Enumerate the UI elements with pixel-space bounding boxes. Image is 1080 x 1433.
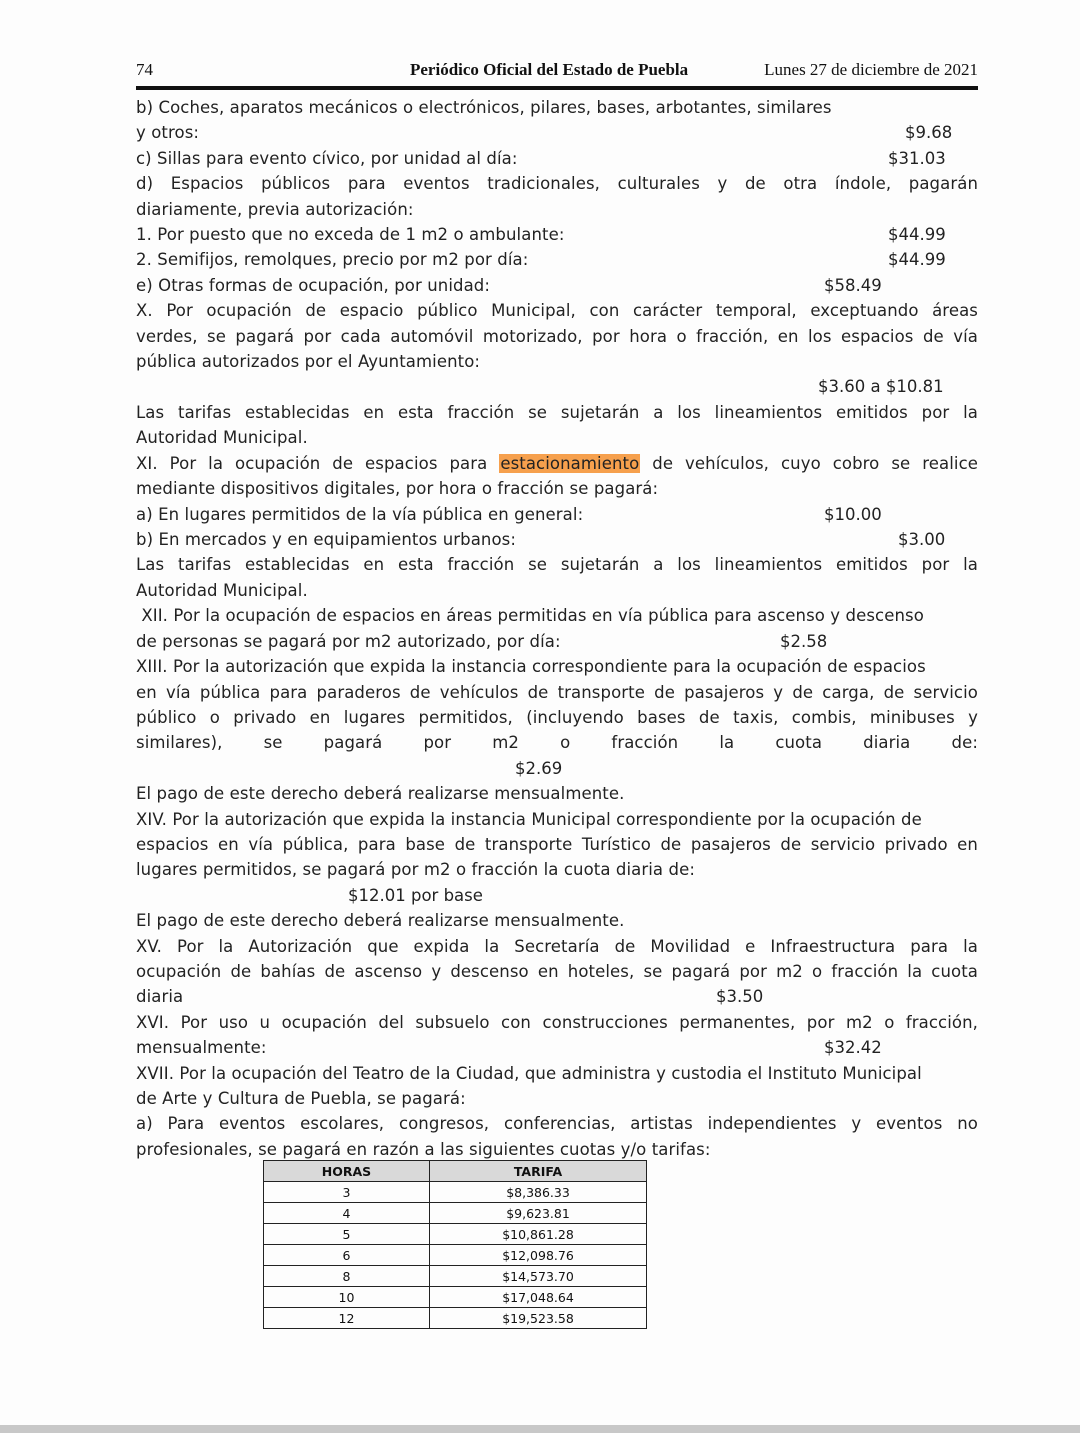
text-line: ocupación de bahías de ascenso y descenso en hoteles, se pagará por m2 o fracción la cuota [136,962,978,981]
amount: $3.00 [898,530,946,549]
text-line: d) Espacios públicos para eventos tradicionales, culturales y de otra índole, pagarán [136,174,978,193]
text-line: Las tarifas establecidas en esta fracción se sujetarán a los lineamientos emitidos por la [136,403,978,422]
hours-cell: 5 [264,1224,430,1245]
text-fragment: de vehículos, cuyo cobro se realice [640,454,978,473]
text-line: diariamente, previa autorización: [136,200,414,219]
viewer-bottom-edge [0,1425,1080,1433]
text-line: 2. Semifijos, remolques, precio por m2 por día: [136,250,529,269]
text-line: profesionales, se pagará en razón a las siguientes cuotas y/o tarifas: [136,1140,711,1159]
text-line: a) En lugares permitidos de la vía pública en general: [136,505,584,524]
table-row [264,1308,647,1329]
amount: $2.69 [515,759,563,778]
publication-date: Lunes 27 de diciembre de 2021 [764,60,978,79]
text-line: Las tarifas establecidas en esta fracción se sujetarán a los lineamientos emitidos por la [136,555,978,574]
text-line: a) Para eventos escolares, congresos, conferencias, artistas independientes y eventos no [136,1114,978,1133]
text-line: c) Sillas para evento cívico, por unidad al día: [136,149,518,168]
tariff-cell: $17,048.64 [430,1287,647,1308]
text-line [136,451,978,476]
table-row [264,1245,647,1266]
text-line: de personas se pagará por m2 autorizado, por día: [136,632,561,651]
text-line: XV. Por la Autorización que expida la Secretaría de Movilidad e Infraestructura para la [136,937,978,956]
page-number: 74 [136,60,153,79]
table-row [264,1203,647,1224]
amount: $2.58 [780,632,828,651]
hours-cell: 10 [264,1287,430,1308]
text-line: XVI. Por uso u ocupación del subsuelo con construcciones permanentes, por m2 o fracción, [136,1013,978,1032]
tariff-table [263,1160,647,1329]
table-header-row [264,1161,647,1182]
amount: $31.03 [888,149,946,168]
text-line: XIII. Por la autorización que expida la instancia correspondiente para la ocupación de espacios [136,657,926,676]
text-line: mediante dispositivos digitales, por hora o fracción se pagará: [136,479,659,498]
text-line: Autoridad Municipal. [136,428,308,447]
table-row [264,1266,647,1287]
text-line: XII. Por la ocupación de espacios en áreas permitidas en vía pública para ascenso y descenso [136,606,924,625]
text-line: pública autorizados por el Ayuntamiento: [136,352,481,371]
text-line: y otros: [136,123,200,142]
text-line: verdes, se pagará por cada automóvil motorizado, por hora o fracción, en los espacios de vía [136,327,978,346]
hours-cell: 3 [264,1182,430,1203]
column-header-tariff: TARIFA [430,1161,647,1182]
text-line: b) En mercados y en equipamientos urbanos: [136,530,517,549]
text-line: X. Por ocupación de espacio público Municipal, con carácter temporal, exceptuando áreas [136,301,978,320]
text-fragment: XI. Por la ocupación de espacios para [136,454,500,473]
amount: $3.60 a $10.81 [818,377,944,396]
text-line: XIV. Por la autorización que expida la instancia Municipal correspondiente por la ocupación de [136,810,922,829]
tariff-cell: $14,573.70 [430,1266,647,1287]
publication-title: Periódico Oficial del Estado de Puebla [410,60,689,79]
hours-cell: 4 [264,1203,430,1224]
page-header [136,60,978,82]
hours-cell: 6 [264,1245,430,1266]
search-highlight: estacionamiento [500,454,640,473]
amount: $58.49 [824,276,882,295]
text-line: mensualmente: [136,1038,267,1057]
table-row [264,1224,647,1245]
text-line: XVII. Por la ocupación del Teatro de la Ciudad, que administra y custodia el Instituto Municipal [136,1064,922,1083]
tariff-cell: $9,623.81 [430,1203,647,1224]
tariff-cell: $19,523.58 [430,1308,647,1329]
amount: $44.99 [888,250,946,269]
amount: $10.00 [824,505,882,524]
text-line: El pago de este derecho deberá realizarse mensualmente. [136,784,625,803]
amount: $9.68 [905,123,953,142]
tariff-cell: $8,386.33 [430,1182,647,1203]
text-line: de Arte y Cultura de Puebla, se pagará: [136,1089,466,1108]
text-line: diaria [136,987,184,1006]
tariff-cell: $10,861.28 [430,1224,647,1245]
table-row [264,1287,647,1308]
header-rule [136,86,978,90]
text-line: El pago de este derecho deberá realizarse mensualmente. [136,911,625,930]
hours-cell: 12 [264,1308,430,1329]
text-line: similares), se pagará por m2 o fracción la cuota diaria de: [136,733,978,752]
text-line: Autoridad Municipal. [136,581,308,600]
amount: $12.01 por base [348,886,483,905]
text-line: e) Otras formas de ocupación, por unidad: [136,276,491,295]
column-header-hours: HORAS [264,1161,430,1182]
amount: $44.99 [888,225,946,244]
text-line: en vía pública para paraderos de vehículos de transporte de pasajeros y de carga, de servicio [136,683,978,702]
text-line: espacios en vía pública, para base de transporte Turístico de pasajeros de servicio privado en [136,835,978,854]
amount: $3.50 [716,987,764,1006]
tariff-cell: $12,098.76 [430,1245,647,1266]
table-row [264,1182,647,1203]
amount: $32.42 [824,1038,882,1057]
text-line: b) Coches, aparatos mecánicos o electrónicos, pilares, bases, arbotantes, similares [136,98,832,117]
hours-cell: 8 [264,1266,430,1287]
text-line: público o privado en lugares permitidos, (incluyendo bases de taxis, combis, minibuses y [136,708,978,727]
text-line: 1. Por puesto que no exceda de 1 m2 o ambulante: [136,225,565,244]
text-line: lugares permitidos, se pagará por m2 o fracción la cuota diaria de: [136,860,695,879]
